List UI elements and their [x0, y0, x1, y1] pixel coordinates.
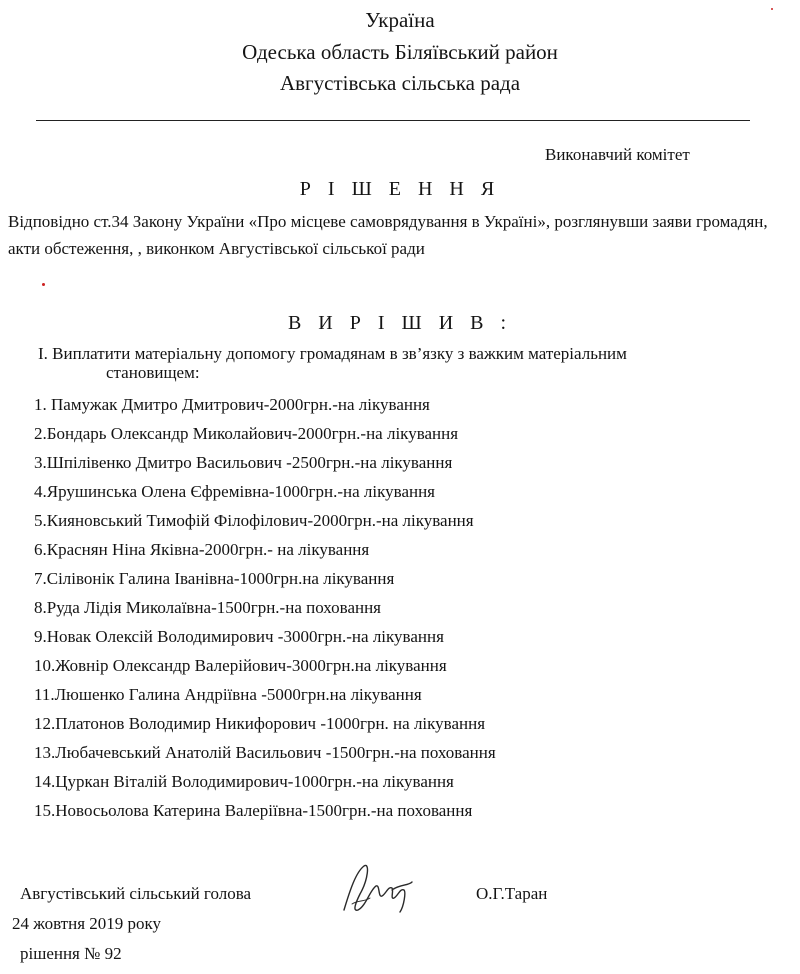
- header-region: Одеська область Біляївський район: [242, 40, 558, 64]
- list-item: 5.Кияновський Тимофій Філофілович-2000грн.-на лікування: [34, 511, 474, 530]
- list-item: 8.Руда Лідія Миколаївна-1500грн.-на поховання: [34, 598, 382, 617]
- list-item: 12.Платонов Володимир Никифорович -1000грн. на лікування: [34, 714, 486, 733]
- header-country: Україна: [365, 8, 435, 32]
- list-item: 4.Ярушинська Олена Єфремівна-1000грн.-на лікування: [34, 482, 436, 501]
- signatory-name: О.Г.Таран: [476, 884, 548, 903]
- decision-item-1-first-line: І. Виплатити матеріальну допомогу громадянам в зв’язку з важким матеріальним: [38, 344, 627, 363]
- committee-label: Виконавчий комітет: [545, 145, 690, 164]
- header-council: Августівська сільська рада: [279, 71, 521, 95]
- list-item: 7.Сілівонік Галина Іванівна-1000грн.на лікування: [34, 569, 395, 588]
- list-item: 10.Жовнір Олександр Валерійович-3000грн.на лікування: [34, 656, 447, 675]
- preamble-paragraph: Відповідно ст.34 Закону України «Про місцеве самоврядування в Україні», розглянувши заяви громадян, акти обстеження, , виконком Августівської сільської ради: [8, 212, 768, 258]
- recipient-list: [34, 393, 496, 828]
- document-title: Р І Ш Е Н Н Я: [299, 178, 501, 200]
- decision-date: 24 жовтня 2019 року: [12, 914, 162, 933]
- list-item: 9.Новак Олексій Володимирович -3000грн.-на лікування: [34, 627, 444, 646]
- list-item: 13.Любачевський Анатолій Васильович -1500грн.-на поховання: [34, 743, 496, 762]
- scan-speck: [771, 8, 773, 10]
- list-item: 6.Краснян Ніна Яківна-2000грн.- на лікування: [34, 540, 370, 559]
- signatory-role: Августівський сільський голова: [20, 884, 252, 903]
- decided-heading: В И Р І Ш И В :: [287, 312, 513, 334]
- list-item: 1. Памужак Дмитро Дмитрович-2000грн.-на лікування: [34, 395, 430, 414]
- decision-item-1-second-line: становищем:: [106, 363, 200, 382]
- decision-number: рішення № 92: [20, 944, 122, 963]
- list-item: 14.Цуркан Віталій Володимирович-1000грн.-на лікування: [34, 772, 454, 791]
- decision-item-1: [38, 344, 738, 382]
- scan-speck: [42, 283, 45, 286]
- handwritten-signature: [330, 860, 430, 920]
- header-divider: [36, 120, 750, 121]
- list-item: 15.Новосьолова Катерина Валеріївна-1500грн.-на поховання: [34, 801, 473, 820]
- list-item: 11.Люшенко Галина Андріївна -5000грн.на лікування: [34, 685, 422, 704]
- list-item: 2.Бондарь Олександр Миколайович-2000грн.-на лікування: [34, 424, 459, 443]
- list-item: 3.Шпілівенко Дмитро Васильович -2500грн.-на лікування: [34, 453, 453, 472]
